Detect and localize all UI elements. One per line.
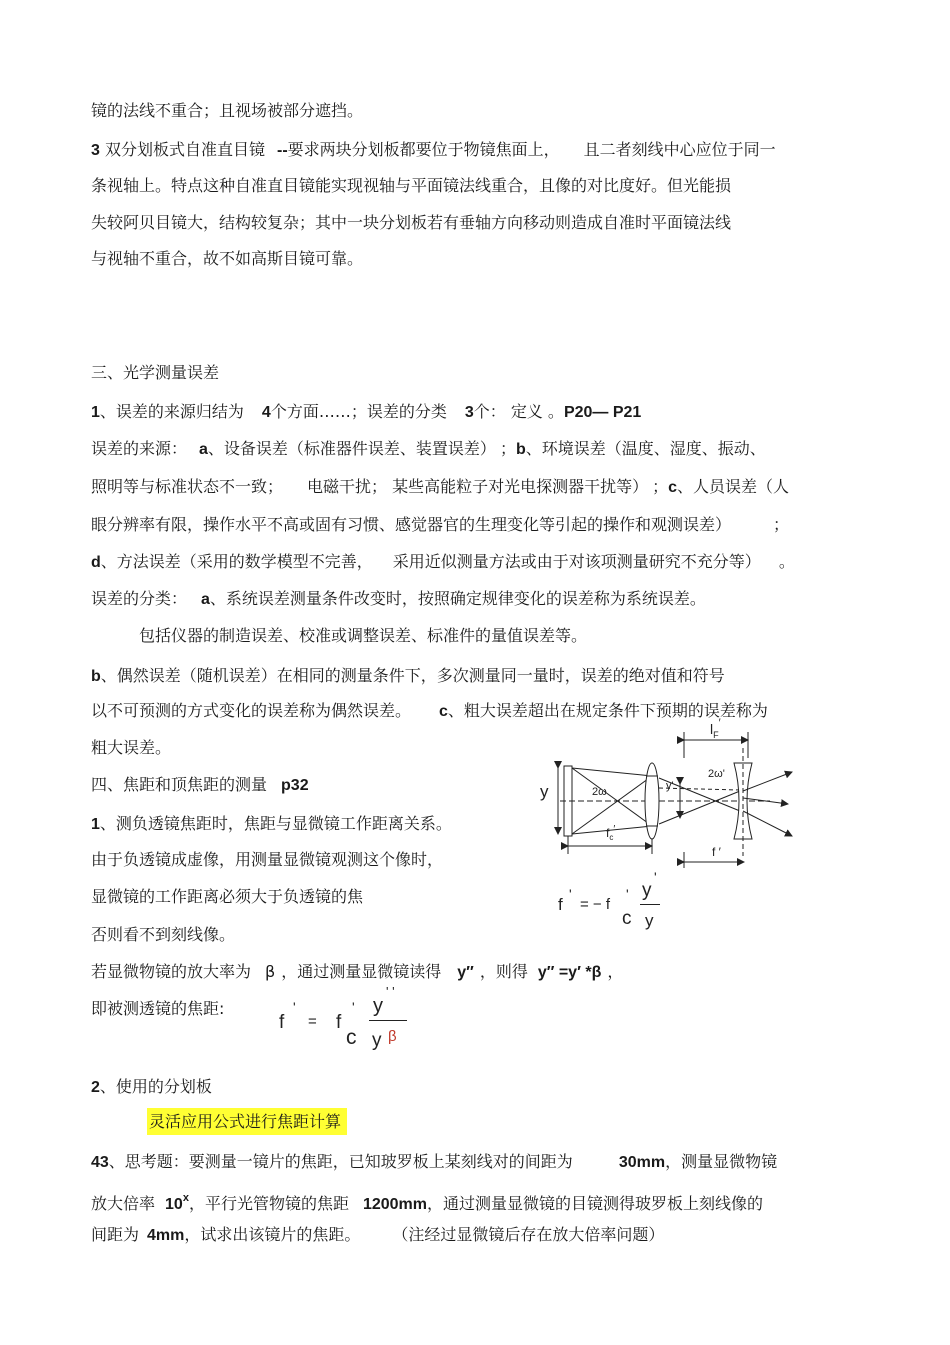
para-line <box>91 515 789 535</box>
label-y: y <box>540 782 549 801</box>
number: 4 <box>261 404 271 421</box>
para-line <box>91 477 789 498</box>
number: 3 <box>464 404 474 421</box>
para-line <box>91 814 452 835</box>
text: 、人员误差（人 <box>677 477 790 496</box>
dash: -- <box>277 142 288 159</box>
para-line: 即被测透镜的焦距: <box>91 999 225 1018</box>
text: ，试求出该镜片的焦距。 <box>184 1225 361 1244</box>
text: 四、焦距和顶焦距的测量 <box>91 775 268 794</box>
f-symbol: f <box>279 1012 285 1033</box>
text: 误差的分类： <box>91 589 188 608</box>
para-line: 包括仪器的制造误差、校准或调整误差、标准件的量值误差等。 <box>139 626 588 645</box>
text: 、环境误差（温度、湿度、振动、 <box>525 439 766 458</box>
page-ref: p32 <box>281 777 309 794</box>
text: ，平行光管物镜的焦距 <box>188 1194 349 1213</box>
text: 误差的来源： <box>91 439 188 458</box>
para-line <box>91 666 725 687</box>
text: ，测量显微物镜 <box>665 1152 778 1171</box>
equation: y″ =y′ *β <box>537 964 602 981</box>
prime: ' <box>569 886 572 902</box>
text: 、测负透镜焦距时，焦距与显微镜工作距离关系。 <box>99 814 452 833</box>
text: 放大倍率 <box>91 1194 156 1213</box>
para-line <box>91 1188 763 1215</box>
equals: = − f <box>580 896 611 913</box>
section-heading <box>91 775 309 796</box>
label-angle2: 2ω' <box>708 768 725 780</box>
letter: a <box>199 441 208 458</box>
page-ref: P20— P21 <box>563 404 642 421</box>
prime: ' <box>626 886 629 902</box>
objective-lens <box>645 763 659 839</box>
para-line: 显微镜的工作距离必须大于负透镜的焦 <box>91 887 364 906</box>
para-line: 粗大误差。 <box>91 738 172 757</box>
text: ，则得 <box>479 962 528 981</box>
c-subscript: c <box>622 908 632 929</box>
double-prime: ' ' <box>386 984 395 999</box>
para-line <box>91 402 641 423</box>
numerator: y <box>373 995 383 1017</box>
section-heading: 三、光学测量误差 <box>91 363 220 382</box>
text: （注经过显微镜后存在放大倍率问题） <box>400 1225 665 1244</box>
para-line <box>91 439 766 460</box>
text: ； <box>773 515 790 534</box>
prime: ' <box>352 999 355 1015</box>
ray <box>572 776 652 834</box>
para-line: 条视轴上。特点这种自准直目镜能实现视轴与平面镜法线重合，且像的对比度好。但光能损 <box>91 176 732 195</box>
text: 。 <box>778 552 795 571</box>
label-f: f ′ <box>712 845 721 859</box>
item-number: 3 <box>91 142 100 159</box>
para-line <box>91 962 623 983</box>
text: 个方面……；误差的分类 <box>270 402 447 421</box>
para-line <box>91 1152 777 1173</box>
text: 、误差的来源归结为 <box>99 402 244 421</box>
text: 、系统误差测量条件改变时，按照确定规律变化的误差称为系统误差。 <box>209 589 706 608</box>
symbol: β <box>265 962 276 981</box>
fraction-bar <box>369 1020 407 1021</box>
prime: ' <box>293 999 296 1015</box>
para-line: 失较阿贝目镜大，结构较复杂；其中一块分划板若有垂轴方向移动则造成自准时平面镜法线 <box>91 213 732 232</box>
highlighted-text: 灵活应用公式进行焦距计算 <box>147 1108 347 1135</box>
letter: c <box>439 703 448 720</box>
superscript: x <box>182 1192 189 1204</box>
optical-diagram <box>530 718 810 868</box>
text: 采用近似测量方法或由于对该项测量研究不充分等） <box>392 552 753 571</box>
label-fc: $f_c'$ <box>606 824 616 842</box>
text: 以不可预测的方式变化的误差称为偶然误差。 <box>91 701 412 720</box>
text: 要求两块分划板都要位于物镜焦面上， <box>287 140 560 159</box>
letter: b <box>91 668 101 685</box>
text: 、思考题：要测量一镜片的焦距，已知玻罗板上某刻线对的间距为 <box>108 1152 573 1171</box>
para-line: 与视轴不重合，故不如高斯目镜可靠。 <box>91 249 364 268</box>
ray <box>659 791 740 824</box>
item-number: 43 <box>91 1154 109 1171</box>
ray <box>572 768 652 826</box>
f-symbol: f <box>336 1012 342 1033</box>
text: ； <box>499 439 516 458</box>
ray <box>572 768 652 776</box>
text: 间距为 <box>91 1225 140 1244</box>
value: 10 <box>165 1196 183 1213</box>
text: 、方法误差（采用的数学模型不完善， <box>100 552 373 571</box>
text: 双分划板式自准直目镜 <box>99 140 265 159</box>
para-line <box>91 1225 664 1246</box>
item-number: 2 <box>91 1079 100 1096</box>
para-line <box>91 1077 212 1098</box>
beta-symbol: β <box>388 1028 397 1045</box>
para-line: 镜的法线不重合；且视场被部分遮挡。 <box>91 101 364 120</box>
ray <box>743 772 792 791</box>
letter: c <box>668 479 678 496</box>
numerator: y <box>642 880 652 901</box>
denominator: y <box>645 911 654 930</box>
equals: = <box>308 1013 317 1030</box>
value: 1200mm <box>362 1196 427 1213</box>
text: 电磁干扰； 某些高能粒子对光电探测器干扰等） <box>307 477 641 496</box>
text: 、粗大误差超出在规定条件下预期的误差称为 <box>447 701 768 720</box>
text: 照明等与标准状态不一致； <box>91 477 284 496</box>
c-subscript: c <box>346 1026 357 1049</box>
label-angle1: 2ω <box>592 786 607 798</box>
denominator: y <box>372 1030 382 1051</box>
f-symbol: f <box>558 895 563 914</box>
letter: b <box>515 441 526 458</box>
text: 个： 定义 。 <box>473 402 564 421</box>
label-lf: $l_F'$ <box>710 718 721 740</box>
fraction-bar <box>640 904 660 905</box>
item-number: 1 <box>91 816 100 833</box>
para-line <box>91 589 706 610</box>
text: ； <box>652 477 669 496</box>
para-line: 否则看不到刻线像。 <box>91 925 236 944</box>
text: ，通过测量显微镜的目镜测得玻罗板上刻线像的 <box>427 1194 764 1213</box>
item-number: 1 <box>91 404 100 421</box>
letter: d <box>91 554 101 571</box>
prime: ' <box>654 869 657 885</box>
text: 、设备误差（标准器件误差、装置误差） <box>207 439 488 458</box>
text: ， <box>607 962 624 981</box>
para-line: 由于负透镜成虚像，用测量显微镜观测这个像时， <box>91 850 444 869</box>
text: 眼分辨率有限，操作水平不高或固有习惯、感觉器官的生理变化等引起的操作和观测误差） <box>91 515 724 534</box>
symbol: y″ <box>457 964 474 981</box>
value: 4mm <box>147 1227 185 1244</box>
highlight-note <box>147 1112 347 1132</box>
para-line <box>91 140 776 161</box>
label-yprime: y' <box>666 780 674 792</box>
text: 若显微物镜的放大率为 <box>91 962 252 981</box>
value: 30mm <box>618 1154 666 1171</box>
text: ，通过测量显微镜读得 <box>281 962 442 981</box>
para-line <box>91 552 795 573</box>
text: 、使用的分划板 <box>99 1077 212 1096</box>
text: 、偶然误差（随机误差）在相同的测量条件下，多次测量同一量时，误差的绝对值和符号 <box>100 666 725 685</box>
letter: a <box>201 591 210 608</box>
text: 且二者刻线中心应位于同一 <box>583 140 776 159</box>
